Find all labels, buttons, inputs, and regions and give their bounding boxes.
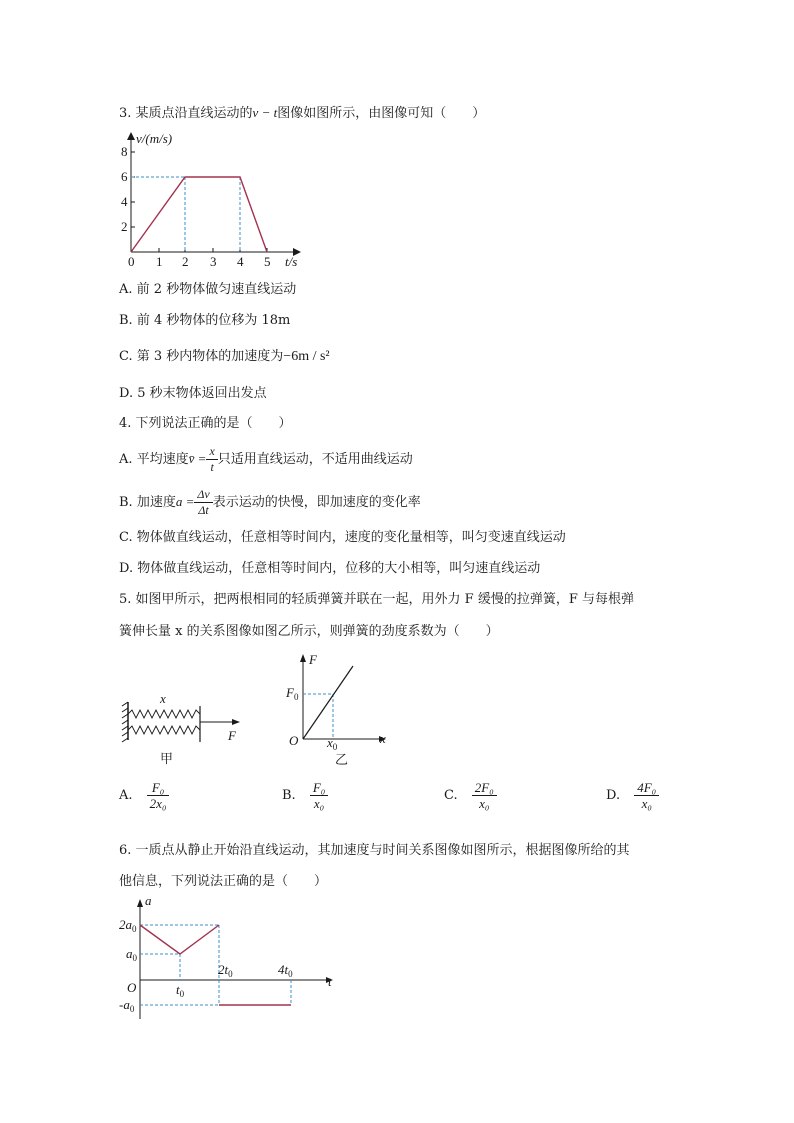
q5-graph-f-label: F: [309, 652, 317, 667]
q6-label-a0: $a_0$: [126, 946, 137, 963]
q5-fx-line: [303, 666, 353, 739]
q5-spring-x-label: x: [160, 691, 166, 706]
q3-option-c: C. 第 3 秒内物体的加速度为−6m / s²: [119, 349, 330, 364]
q3-option-b: B. 前 4 秒物体的位移为 18m: [119, 313, 291, 328]
q3-xtick-5: 5: [264, 254, 271, 269]
q3-xtick-1: 1: [156, 254, 163, 269]
q3-ytick-2: 2: [121, 219, 128, 234]
q3-ylabel: v/(m/s): [136, 131, 173, 146]
q3-vt-curve: [131, 177, 267, 252]
q5-graph-x-label: x: [380, 731, 386, 746]
q3-xtick-2: 2: [182, 254, 189, 269]
q6-at-curve-1: [140, 925, 219, 954]
q5-option-a: A. $\frac{\text{F₀}}{\text{2x₀}}$: [119, 780, 169, 811]
q6-stem-line2: 他信息，下列说法正确的是（ ）: [119, 874, 328, 889]
q3-ytick-8: 8: [121, 144, 128, 159]
q6-label-neg-a0: $-a_0$: [119, 997, 135, 1014]
q5-stem-line2: 簧伸长量 x 的关系图像如图乙所示，则弹簧的劲度系数为（ ）: [119, 624, 499, 639]
q4-option-a: A. 平均速度v̄ = $\frac{x}{t}$ 只适用直线运动，不适用曲线运动: [119, 444, 413, 474]
q5-stem-line1: 5. 如图甲所示，把两根相同的轻质弹簧并联在一起，用外力 F 缓慢的拉弹簧，F 与每根弹: [119, 592, 634, 607]
q5-spring-f-label: F: [228, 728, 236, 743]
q6-label-2a0: $2a_0$: [119, 917, 137, 934]
q5-fig-yi: 乙: [335, 752, 349, 767]
q5-fig-jia: 甲: [160, 751, 174, 766]
q4-b-fraction: $\frac{\Delta v}{\Delta t}$: [194, 487, 212, 518]
q5-option-d: D. $\frac{\text{4F₀}}{\text{x₀}}$: [606, 780, 659, 811]
q5-graph-x0-label: $x_0$: [327, 735, 338, 752]
q3-xtick-4: 4: [237, 254, 244, 269]
q5-graph-f0-label: $F_0$: [286, 685, 299, 702]
q3-xtick-0: 0: [128, 254, 135, 269]
q6-label-origin: O: [127, 980, 137, 995]
q6-label-2t0: $2t_0$: [218, 962, 233, 979]
q6-at-graph: [118, 893, 348, 1023]
q6-label-t0: $t_0$: [176, 982, 185, 999]
q6-axis-t: t: [328, 974, 332, 989]
q3-stem: 3. 某质点沿直线运动的v − t图像如图所示，由图像可知（ ）: [119, 105, 486, 121]
q3-xlabel: t/s: [285, 254, 298, 269]
q3-vt-chart: [115, 128, 315, 268]
q4-a-fraction: $\frac{x}{t}$: [206, 444, 217, 475]
q5-fx-graph: [283, 648, 393, 768]
q4-option-c: C. 物体做直线运动，任意相等时间内，速度的变化量相等，叫匀变速直线运动: [119, 530, 566, 545]
q3-ytick-4: 4: [121, 194, 128, 209]
q5-graph-origin: O: [289, 733, 299, 748]
q5-spring-figure: [120, 690, 260, 780]
q6-label-4t0: $4t_0$: [278, 962, 293, 979]
q4-option-d: D. 物体做直线运动，任意相等时间内，位移的大小相等，叫匀速直线运动: [119, 561, 541, 576]
q6-stem-line1: 6. 一质点从静止开始沿直线运动，其加速度与时间关系图像如图所示，根据图像所给的其: [119, 843, 630, 858]
q3-ytick-6: 6: [121, 169, 128, 184]
q4-stem: 4. 下列说法正确的是（ ）: [119, 416, 292, 431]
q3-option-d: D. 5 秒末物体返回出发点: [119, 386, 267, 401]
q6-axis-a: a: [145, 893, 152, 908]
q5-option-c: C. $\frac{\text{2F₀}}{\text{x₀}}$: [444, 780, 497, 811]
q5-option-b: B. $\frac{\text{F₀}}{\text{x₀}}$: [282, 780, 328, 811]
q3-xtick-3: 3: [210, 254, 217, 269]
q3-option-a: A. 前 2 秒物体做匀速直线运动: [119, 282, 297, 297]
q4-option-b: B. 加速度a = $\frac{\Delta v}{\Delta t}$ 表示运动的快慢，即加速度的变化率: [119, 487, 421, 517]
